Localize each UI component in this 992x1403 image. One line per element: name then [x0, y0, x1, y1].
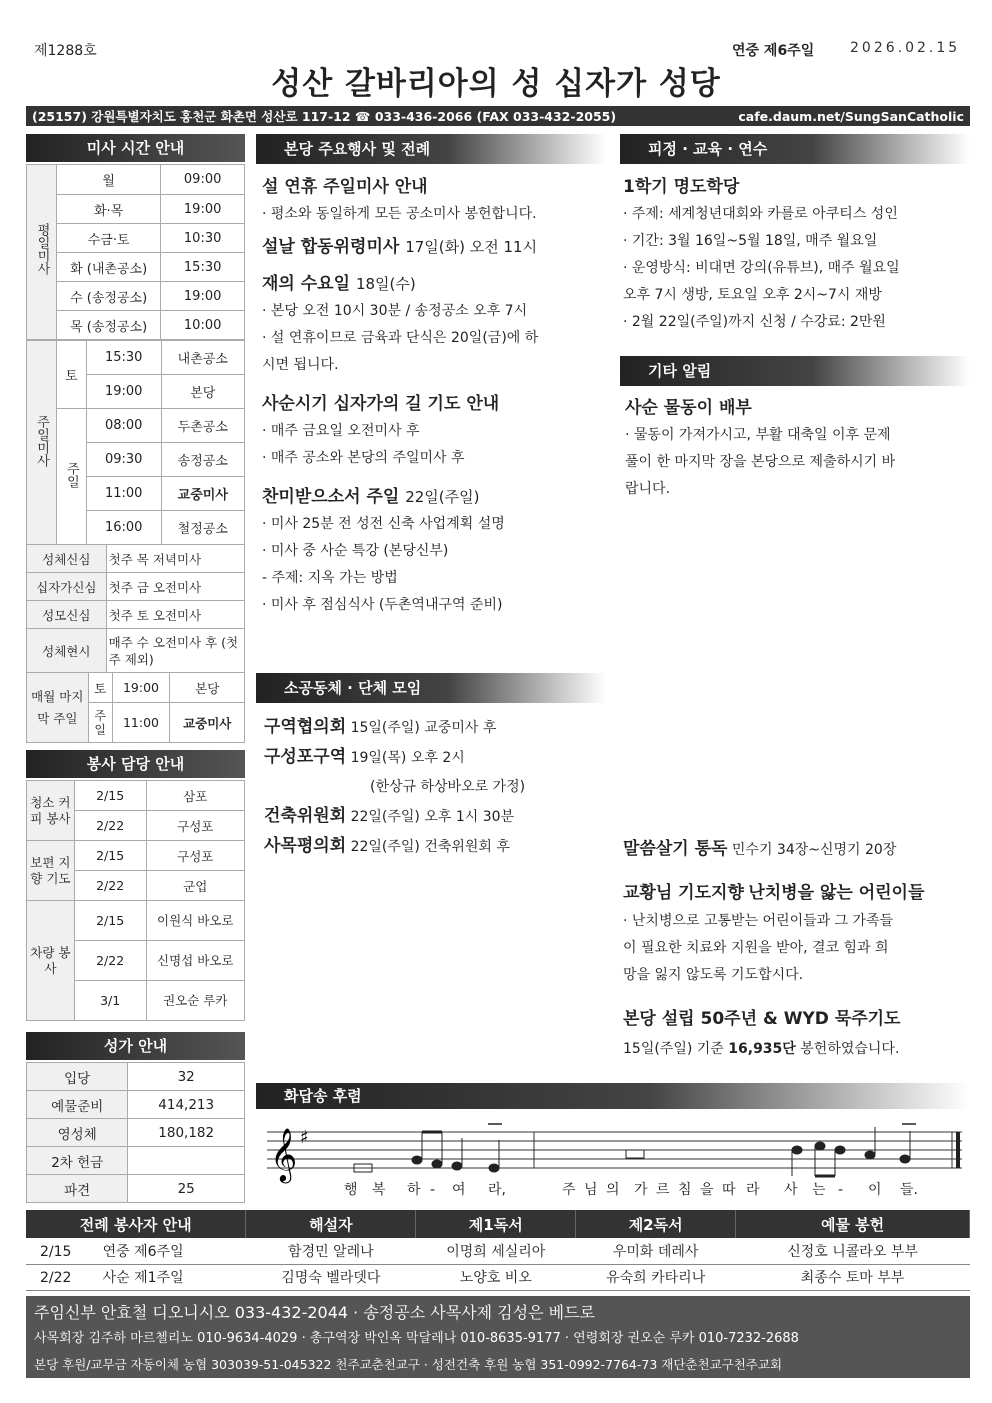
event-when: 17일(화) 오전 11시	[405, 238, 538, 256]
note	[792, 1146, 802, 1154]
liturgical-week: 연중 제6주일	[732, 43, 815, 59]
notice-section	[625, 395, 967, 503]
lyric-syllable: 행	[344, 1182, 358, 1198]
ls-place: 본당	[170, 673, 245, 703]
table-row	[26, 1238, 970, 1264]
mass-day: 월	[56, 165, 160, 195]
service-who: 신명섭 바오로	[146, 941, 244, 981]
lyric-syllable: 르	[656, 1182, 670, 1198]
treble-clef-icon: 𝄞	[270, 1127, 298, 1181]
anniv-post: 봉헌하였습니다.	[800, 1041, 900, 1057]
lyric-syllable: 라,	[488, 1182, 506, 1198]
service-who: 권오순 루카	[146, 981, 244, 1021]
event-line: · 설 연휴이므로 금육과 단식은 20일(금)에 하	[262, 330, 539, 346]
service-table	[26, 780, 245, 1021]
reader2: 우미화 데레사	[576, 1238, 736, 1264]
group-name: 구성포구역	[264, 747, 347, 767]
service-group: 차량 봉사	[27, 901, 75, 1021]
event-line: · 미사 후 점심식사 (두촌역내구역 준비)	[262, 597, 503, 613]
footer-line: 본당 후원/교무금 자동이체 농협 303039-51-045322 천주교춘천교구 · 성전건축 후원 농협 351-0992-7764-73 재단춘천교구천주교회	[34, 1357, 783, 1372]
devotion-table	[26, 544, 245, 673]
last-sunday-table	[26, 672, 245, 743]
event-line: - 주제: 지옥 가는 방법	[262, 570, 398, 586]
devotion-name: 성체현시	[27, 629, 107, 673]
mass-time: 16:00	[86, 511, 161, 545]
event-line: · 미사 중 사순 특강 (본당신부)	[262, 543, 449, 559]
pope-line: 이 필요한 치료와 지원을 받아, 결코 힘과 희	[623, 940, 889, 956]
weekday-mass-table	[26, 164, 245, 340]
groups-heading: 소공동체 · 단체 모임	[256, 673, 606, 703]
lyric-syllable: 들.	[900, 1182, 918, 1198]
lyric-syllable: 침	[678, 1182, 692, 1198]
education-heading: 피정 · 교육 · 연수	[620, 134, 970, 164]
service-date: 2/22	[74, 941, 146, 981]
education-line: · 주제: 세계청년대회와 카를로 아쿠티스 성인	[623, 206, 898, 222]
service-date: 3/1	[74, 981, 146, 1021]
reader1: 노양호 비오	[416, 1264, 576, 1290]
service-who: 구성포	[146, 841, 244, 871]
event-title: 찬미받으소서 주일	[262, 487, 400, 507]
sunday-mass-table	[26, 340, 245, 545]
mass-day: 수 (송정공소)	[56, 282, 160, 311]
note	[489, 1164, 499, 1172]
offertory: 최종수 토마 부부	[736, 1264, 970, 1290]
parish-title: 성산 갈바리아의 성 십자가 성당	[271, 66, 721, 102]
event-title-row	[262, 484, 607, 511]
service-date: 2/15	[74, 901, 146, 941]
lyric-syllable: 님	[584, 1182, 598, 1198]
education-line: · 운영방식: 비대면 강의(유튜브), 매주 월요일	[623, 260, 900, 276]
service-date: 2/15	[74, 841, 146, 871]
lyric-syllable: 이	[868, 1182, 882, 1198]
hymn-label: 2차 헌금	[27, 1147, 128, 1175]
ls-time: 11:00	[112, 703, 170, 743]
notice-line: 풀이 한 마지막 장을 본당으로 제출하시기 바	[625, 454, 896, 470]
pope-label: 교황님 기도지향	[623, 883, 744, 903]
group-name: 구역협의회	[264, 717, 347, 737]
event-line: · 매주 금요일 오전미사 후	[262, 423, 420, 439]
mass-place: 철정공소	[161, 511, 244, 545]
event-title-row	[262, 234, 607, 261]
lyric-syllable: 여	[452, 1182, 466, 1198]
minister-date-cell: 2/15 연중 제6주일	[26, 1238, 246, 1264]
notice-title: 사순 물동이 배부	[625, 398, 752, 418]
hymn-number: 180,182	[128, 1119, 245, 1147]
issue-number: 제1288호	[34, 43, 97, 59]
anniv-label: 본당 설립 50주년 & WYD 묵주기도	[623, 1009, 901, 1029]
ls-place: 교중미사	[170, 703, 245, 743]
group-when: 15일(주일) 교중미사 후	[350, 720, 497, 736]
events-section	[262, 174, 607, 619]
service-who: 이원식 바오로	[146, 901, 244, 941]
group-when: 19일(목) 오후 2시	[350, 750, 465, 766]
sun-label: 주일	[56, 409, 86, 545]
event-title: 사순시기 십자가의 길 기도 안내	[262, 394, 500, 414]
service-date: 2/15	[74, 781, 146, 811]
minister-date-cell: 2/22 사순 제1주일	[26, 1264, 246, 1290]
lyric-syllable: -	[430, 1182, 436, 1198]
mass-place: 본당	[161, 375, 244, 409]
psalm-heading: 화답송 후렴	[256, 1083, 970, 1109]
commentator: 함경민 알레나	[246, 1238, 416, 1264]
col-header: 예물 봉헌	[736, 1210, 970, 1238]
lyric-syllable: 라	[746, 1182, 760, 1198]
event-line: · 평소와 동일하게 모든 공소미사 봉헌합니다.	[262, 206, 537, 222]
lyric-syllable: 주	[562, 1182, 576, 1198]
mass-time: 08:00	[86, 409, 161, 443]
service-who: 구성포	[146, 811, 244, 841]
groups-section	[264, 713, 609, 862]
col-header: 해설자	[246, 1210, 416, 1238]
event-line: 시면 됩니다.	[262, 357, 339, 373]
devotion-when: 첫주 토 오전미사	[106, 601, 244, 629]
psalm-score	[262, 1110, 966, 1205]
mass-heading: 미사 시간 안내	[26, 134, 245, 162]
note	[452, 1162, 462, 1170]
rosary-count: 16,935단	[728, 1041, 796, 1057]
note	[865, 1151, 875, 1159]
group-name: 건축위원회	[264, 806, 347, 826]
mass-day: 화·목	[56, 195, 160, 224]
mass-time: 15:30	[86, 341, 161, 375]
mass-time: 10:00	[161, 311, 245, 340]
lyric-syllable: 을	[700, 1182, 714, 1198]
weekday-label: 평일미사	[27, 165, 57, 340]
lyric-syllable: 사	[784, 1182, 798, 1198]
event-line: · 미사 25분 전 성전 신축 사업계획 설명	[262, 516, 505, 532]
lyric-syllable: 가	[634, 1182, 648, 1198]
devotion-when: 첫주 금 오전미사	[106, 573, 244, 601]
service-date: 2/22	[74, 871, 146, 901]
event-when: 22일(주일)	[405, 488, 480, 506]
anniv-pre: 15일(주일) 기준	[623, 1041, 724, 1057]
note	[900, 1155, 910, 1163]
sat-label: 토	[56, 341, 86, 409]
hymn-number: 414,213	[128, 1091, 245, 1119]
service-date: 2/22	[74, 811, 146, 841]
event-line: · 매주 공소와 본당의 주일미사 후	[262, 450, 465, 466]
group-name: 사목평의회	[264, 836, 347, 856]
mass-time: 19:00	[86, 375, 161, 409]
devotion-when: 첫주 목 저녁미사	[106, 545, 244, 573]
event-when: 18일(수)	[355, 275, 416, 293]
hymns-table	[26, 1062, 245, 1203]
pope-line: 망을 잃지 않도록 기도합시다.	[623, 967, 804, 983]
mass-day: 수금·토	[56, 224, 160, 253]
note	[432, 1160, 442, 1168]
education-line: 오후 7시 생방, 토요일 오후 2시~7시 재방	[623, 287, 882, 303]
anniv-section	[623, 1004, 968, 1064]
mass-place: 교중미사	[161, 477, 244, 511]
service-group: 청소 커피 봉사	[27, 781, 75, 841]
note	[412, 1156, 422, 1164]
contact-footer	[26, 1296, 970, 1378]
ls-day: 주일	[88, 703, 112, 743]
reader1: 이명희 세실리아	[416, 1238, 576, 1264]
col-header: 제2독서	[576, 1210, 736, 1238]
mass-time: 09:00	[161, 165, 245, 195]
mass-time: 11:00	[86, 477, 161, 511]
mass-time: 09:30	[86, 443, 161, 477]
lyric-syllable: -	[838, 1182, 844, 1198]
group-when: 22일(주일) 오후 1시 30분	[350, 809, 515, 825]
ls-time: 19:00	[112, 673, 170, 703]
lyric-syllable: 복	[372, 1182, 386, 1198]
service-heading: 봉사 담당 안내	[26, 750, 245, 778]
group-where: (한상규 하상바오로 가정)	[370, 779, 526, 795]
mass-place: 두촌공소	[161, 409, 244, 443]
commentator: 김명숙 벨라뎃다	[246, 1264, 416, 1290]
sharp-icon: ♯	[300, 1127, 309, 1148]
address-bar	[26, 106, 970, 126]
issue-date: 2026.02.15	[850, 40, 961, 56]
sunday-label: 주일미사	[27, 341, 57, 545]
mass-day: 화 (내촌공소)	[56, 253, 160, 282]
lyric-syllable: 하	[407, 1182, 421, 1198]
event-title-row	[262, 271, 607, 298]
note	[835, 1146, 845, 1154]
parish-address: (25157) 강원특별자치도 홍천군 화촌면 성산로 117-12 ☎ 033-436-2066 (FAX 033-432-2055)	[32, 109, 617, 124]
mass-time: 10:30	[161, 224, 245, 253]
last-sunday-label: 매월 마지막 주일	[27, 673, 89, 743]
service-who: 삼포	[146, 781, 244, 811]
mass-time: 19:00	[161, 282, 245, 311]
ls-day: 토	[88, 673, 112, 703]
notice-line: 랍니다.	[625, 481, 671, 497]
mass-time: 15:30	[161, 253, 245, 282]
hymn-number	[128, 1147, 245, 1175]
devotion-name: 십자가신심	[27, 573, 107, 601]
event-title: 설 연휴 주일미사 안내	[262, 177, 428, 197]
devotion-name: 성모신심	[27, 601, 107, 629]
pope-section	[623, 880, 968, 989]
event-line: · 본당 오전 10시 30분 / 송정공소 오후 7시	[262, 303, 528, 319]
mass-day: 목 (송정공소)	[56, 311, 160, 340]
word-section	[623, 836, 968, 864]
hymn-label: 영성체	[27, 1119, 128, 1147]
mass-place: 송정공소	[161, 443, 244, 477]
col-header: 전례 봉사자 안내	[26, 1210, 246, 1238]
devotion-when: 매주 수 오전미사 후 (첫 주 제외)	[106, 629, 244, 673]
footer-line: 주임신부 안효철 디오니시오 033-432-2044 · 송정공소 사목사제 김성은 베드로	[34, 1303, 595, 1322]
hymn-label: 입당	[27, 1063, 128, 1091]
hymn-label: 예물준비	[27, 1091, 128, 1119]
hymn-number: 32	[128, 1063, 245, 1091]
hymns-heading: 성가 안내	[26, 1032, 245, 1060]
offertory: 신정호 니콜라오 부부	[736, 1238, 970, 1264]
col-header: 제1독서	[416, 1210, 576, 1238]
service-who: 군업	[146, 871, 244, 901]
word-text: 민수기 34장~신명기 20장	[731, 842, 897, 858]
ministers-table	[26, 1210, 970, 1291]
education-line: · 2월 22일(주일)까지 신청 / 수강료: 2만원	[623, 314, 886, 330]
mass-place: 내촌공소	[161, 341, 244, 375]
group-when: 22일(주일) 건축위원회 후	[350, 839, 510, 855]
mass-time: 19:00	[161, 195, 245, 224]
event-title: 재의 수요일	[262, 274, 351, 294]
pope-line: · 난치병으로 고통받는 어린이들과 그 가족들	[623, 913, 894, 929]
reader2: 유숙희 카타리나	[576, 1264, 736, 1290]
note	[815, 1142, 825, 1150]
service-group: 보편 지향 기도	[27, 841, 75, 901]
word-label: 말씀살기 통독	[623, 839, 728, 859]
hymn-label: 파견	[27, 1175, 128, 1203]
devotion-name: 성체신심	[27, 545, 107, 573]
cafe-link[interactable]: cafe.daum.net/SungSanCatholic	[738, 108, 964, 124]
event-title: 설날 합동위령미사	[262, 237, 400, 257]
pope-title: 난치병을 앓는 어린이들	[748, 883, 925, 903]
notice-line: · 물동이 가져가시고, 부활 대축일 이후 문제	[625, 427, 891, 443]
lyric-syllable: 의	[606, 1182, 620, 1198]
table-row	[26, 1264, 970, 1290]
breve-note	[626, 1150, 644, 1158]
hymn-number: 25	[128, 1175, 245, 1203]
education-line: · 기간: 3월 16일~5월 18일, 매주 월요일	[623, 233, 878, 249]
lyric-syllable: 따	[722, 1182, 736, 1198]
education-section	[623, 174, 968, 336]
events-heading: 본당 주요행사 및 전례	[256, 134, 606, 164]
lyric-syllable: 는	[812, 1182, 826, 1198]
footer-line: 사목회장 김주하 마르첼리노 010-9634-4029 · 총구역장 박인옥 막달레나 010-8635-9177 · 연령회장 권오순 루카 010-7232-2688	[34, 1331, 799, 1346]
education-title: 1학기 명도학당	[623, 177, 740, 197]
notice-heading: 기타 알림	[620, 356, 970, 386]
